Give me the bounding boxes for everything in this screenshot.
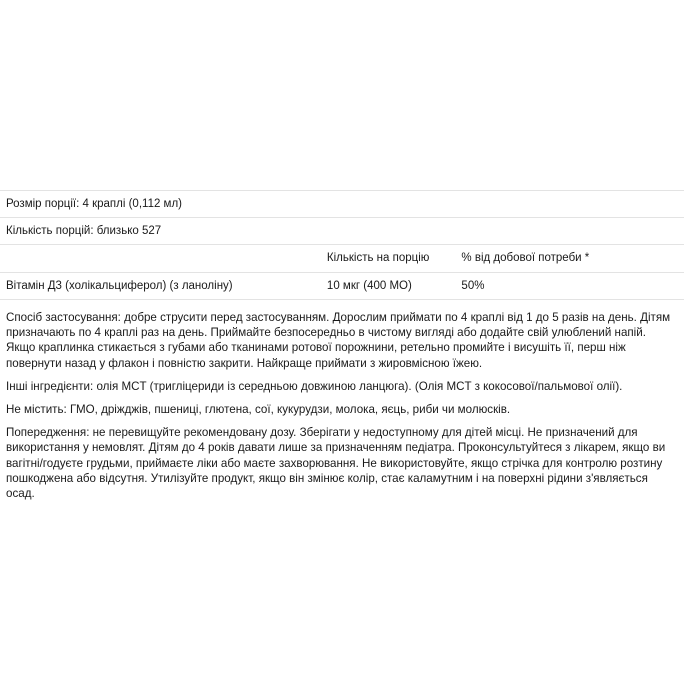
serving-size-row bbox=[0, 191, 684, 218]
table-row bbox=[0, 273, 684, 300]
nutrient-daily-value: 50% bbox=[461, 280, 485, 292]
usage-paragraph: Спосіб застосування: добре струсити перед застосуванням. Дорослим приймати по 4 краплі від 1 до 5 разів на день. Дітям призначають по 4 краплі раз на день. Приймайте безпосередньо в чистому вигляді або додайте свій улюблений напій. Якщо краплинка стикається з губами або тканинами ротової порожнини, ретельно промийте і висушіть її, перш ніж повернути назад у флакон і повністю закрити. Найкраще приймати з жировмісною їжею. bbox=[6, 311, 671, 370]
nutrient-name: Вітамін Д3 (холікальциферол) (з ланоліну) bbox=[6, 280, 233, 292]
servings-count-text: Кількість порцій: близько 527 bbox=[6, 225, 162, 237]
serving-size-text: Розмір порції: 4 краплі (0,112 мл) bbox=[6, 198, 182, 210]
warnings-paragraph: Попередження: не перевищуйте рекомендовану дозу. Зберігати у недоступному для дітей місці. Не призначений для використання у немовлят. Дітям до 4 років давати лише за призначенням педіатра. Проконсультуйтеся з лікарем, якщо ви вагітні/годуєте грудьми, приймаєте ліки або маєте захворювання. Не використовуйте, якщо стрічка для контролю розтину пошкоджена або відсутня. Утилізуйте продукт, якщо він змінює колір, стає каламутним і на поверхні рідини з'являється осад. bbox=[6, 426, 666, 501]
table-header-row bbox=[0, 245, 684, 273]
nutrient-amount: 10 мкг (400 МО) bbox=[326, 280, 412, 292]
supplement-facts-table bbox=[0, 190, 684, 300]
free-of-paragraph: Не містить: ГМО, дріжджів, пшениці, глютена, сої, кукурудзи, молока, яєць, риби чи молюсків. bbox=[6, 403, 511, 417]
header-daily-value: % від добової потреби * bbox=[461, 252, 590, 264]
servings-count-row bbox=[0, 218, 684, 245]
other-ingredients-paragraph: Інші інгредієнти: олія MCT (тригліцериди із середньою довжиною ланцюга). (Олія MCT з кокосової/пальмової олії). bbox=[6, 379, 623, 393]
header-amount: Кількість на порцію bbox=[326, 252, 430, 264]
header-name bbox=[0, 245, 321, 273]
supplement-info bbox=[0, 190, 688, 501]
